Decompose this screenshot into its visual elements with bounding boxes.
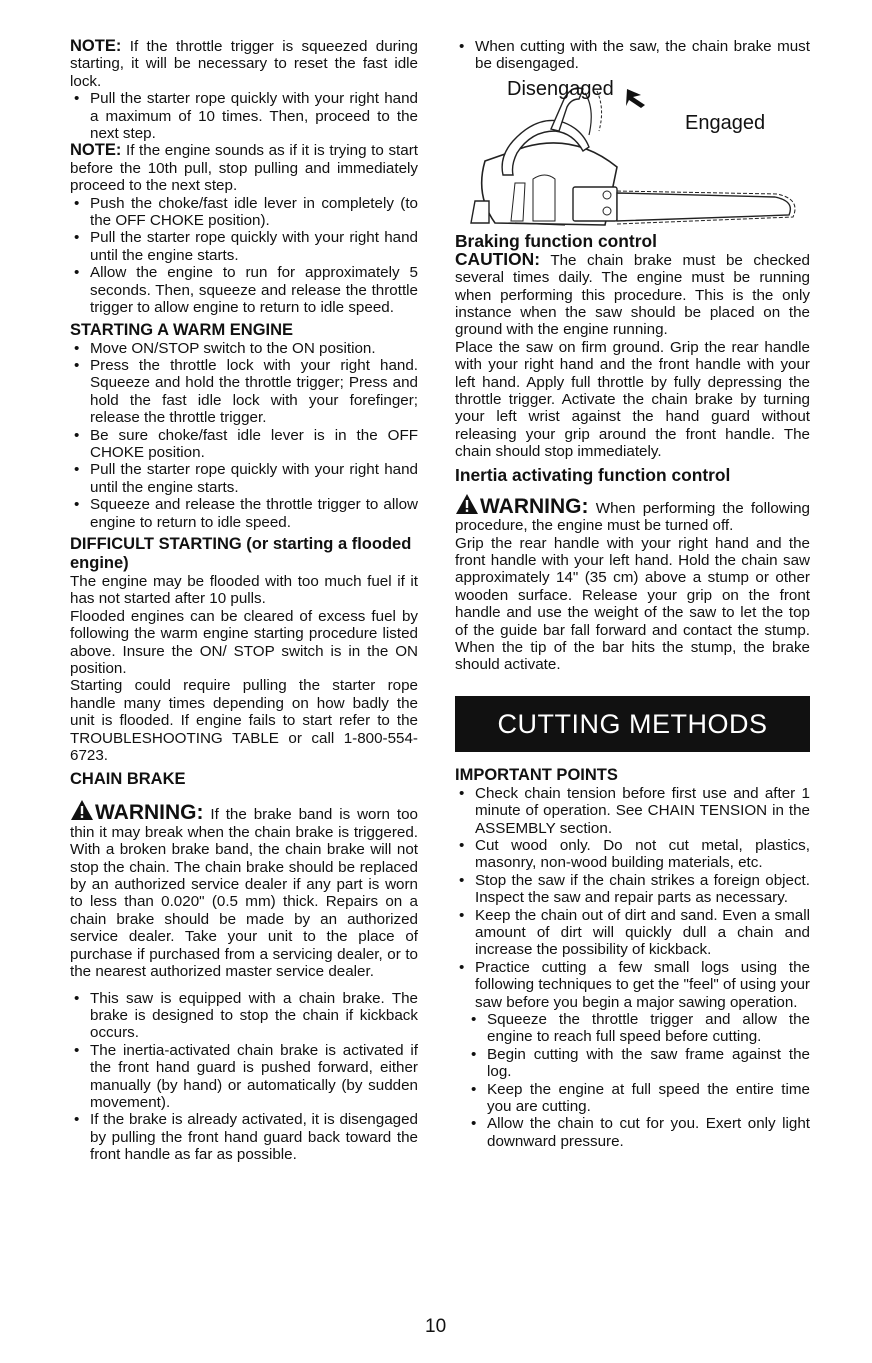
list-item: • Practice cutting a few small logs using the following techniques to get the "feel" of using your saw before you begin a major sawing operation. [455,959,810,1011]
list-item: • Keep the chain out of dirt and sand. Even a small amount of dirt will quickly dull a chain and increase the possibility of kickback. [455,907,810,959]
brake-note-list [455,38,810,73]
list-item: • Check chain tension before first use and after 1 minute of operation. See CHAIN TENSION in the ASSEMBLY section. [455,785,810,837]
cold-start-list-1 [70,90,418,142]
note-paragraph [70,142,418,194]
list-item: • Allow the engine to run for approximately 5 seconds. Then, squeeze and release the throttle trigger to allow engine to return to idle speed. [70,264,418,316]
note-label: NOTE: [70,141,122,160]
chain-brake-list [70,990,418,1164]
section-heading: IMPORTANT POINTS [455,765,618,784]
list-item: • Pull the starter rope quickly with your right hand a maximum of 10 times. Then, proceed to the next step. [70,90,418,142]
list-item: • Pull the starter rope quickly with your right hand until the engine starts. [70,229,418,264]
list-item: • Begin cutting with the saw frame against the log. [467,1046,810,1081]
list-item: • Push the choke/fast idle lever in completely (to the OFF CHOKE position). [70,195,418,230]
body-paragraph: Grip the rear handle with your right hand and the front handle with your left hand. Hold the chain saw approximately 14" (35 cm) above a stump or other wooden surface. Release your grip on the front handle and use the weight of the saw to let the top of the guide bar fall forward and contact the stump. When the tip of the bar hits the stump, the brake should activate. [455,534,810,674]
section-heading: Braking function control [455,230,657,251]
right-column [455,38,810,1150]
list-item: • Stop the saw if the chain strikes a foreign object. Inspect the saw and repair parts as necessary. [455,872,810,907]
list-item: • This saw is equipped with a chain brake. The brake is designed to stop the chain if kickback occurs. [70,990,418,1042]
warning-triangle-icon [70,799,94,821]
cutting-methods-banner: CUTTING METHODS [455,696,810,752]
section-heading: DIFFICULT STARTING (or starting a flooded engine) [70,534,412,572]
caution-paragraph [455,248,810,339]
note-paragraph [70,38,418,90]
list-item: • The inertia-activated chain brake is activated if the front hand guard is pushed forward, either manually (by hand) or automatically (by sudden movement). [70,1042,418,1112]
list-item: • Cut wood only. Do not cut metal, plastics, masonry, non-wood building materials, etc. [455,837,810,872]
warning-label: WARNING: [480,494,589,518]
body-paragraph: Flooded engines can be cleared of excess fuel by following the warm engine starting procedure listed above. Insure the ON/ STOP switch is in the ON position. [70,607,418,677]
engaged-label: Engaged [685,111,766,134]
warning-label: WARNING: [95,801,204,825]
left-column [70,38,418,1164]
technique-list [467,1011,810,1150]
note-text: If the throttle trigger is squeezed during starting, it will be necessary to reset the fast idle lock. [70,38,418,90]
page-number: 10 [425,1316,447,1337]
list-item: • Allow the chain to cut for you. Exert only light downward pressure. [467,1115,810,1150]
list-item: • Keep the engine at full speed the entire time you are cutting. [467,1081,810,1116]
disengaged-label: Disengaged [507,77,614,100]
warning-text: When performing the following procedure, the engine must be turned off. [455,499,810,535]
important-points-list [455,785,810,1011]
chain-brake-figure [455,75,810,227]
note-text: If the engine sounds as if it is trying to start before the 10th pull, stop pulling and immediately proceed to the next step. [70,142,418,195]
section-heading: Inertia activating function control [455,464,731,485]
list-item: • Squeeze the throttle trigger and allow the engine to reach full speed before cutting. [467,1011,810,1046]
section-heading: STARTING A WARM ENGINE [70,320,294,339]
note-label: NOTE: [70,37,122,55]
list-item: • Press the throttle lock with your right hand. Squeeze and hold the throttle trigger; Press and hold the fast idle lock with your forefinger; release the throttle trigger. [70,357,418,427]
list-item: • When cutting with the saw, the chain brake must be disengaged. [455,38,810,73]
list-item: • Be sure choke/fast idle lever is in the OFF CHOKE position. [70,427,418,462]
list-item: • Pull the starter rope quickly with your right hand until the engine starts. [70,461,418,496]
warning-paragraph [455,493,810,535]
body-paragraph: Place the saw on firm ground. Grip the rear handle with your right hand and the front handle with your left hand. Apply full throttle by fully depressing the throttle trigger. Activate the chain brake by turning your left wrist against the hand guard without releasing your grip around the front handle. The chain should stop immediately. [455,338,810,461]
list-item: • Move ON/STOP switch to the ON position. [70,340,418,357]
caution-text: The chain brake must be checked several times daily. The engine must be running when performing this procedure. This is the only instance when the saw should be placed on the ground with the engine running. [455,251,810,339]
body-paragraph: Starting could require pulling the starter rope handle many times depending on how badly the unit is flooded. If engine fails to start refer to the TROUBLESHOOTING TABLE or call 1-800-554-6723. [70,677,418,765]
direction-arrow-icon [626,89,645,108]
warning-paragraph [70,799,418,980]
caution-label: CAUTION: [455,248,541,269]
list-item: • Squeeze and release the throttle trigger to allow engine to return to idle speed. [70,496,418,531]
warning-triangle-icon [455,493,479,515]
list-item: • If the brake is already activated, it is disengaged by pulling the front hand guard back toward the front handle as far as possible. [70,1111,418,1163]
section-heading: CHAIN BRAKE [70,770,186,789]
cold-start-list-2 [70,195,418,317]
warm-start-list [70,340,418,531]
body-paragraph: The engine may be flooded with too much fuel if it has not started after 10 pulls. [70,572,418,608]
warning-text: If the brake band is worn too thin it may break when the chain brake is triggered. With a broken brake band, the chain brake will not stop the chain. The chain brake should be replaced by an authorized service dealer if any part is worn to less than 0.020" (0.5 mm) thick. Repairs on a chain brake should be made by an authorized service dealer. Take your unit to the place of purchase if purchased from a servicing dealer, or to the nearest authorized master service dealer. [70,806,418,981]
